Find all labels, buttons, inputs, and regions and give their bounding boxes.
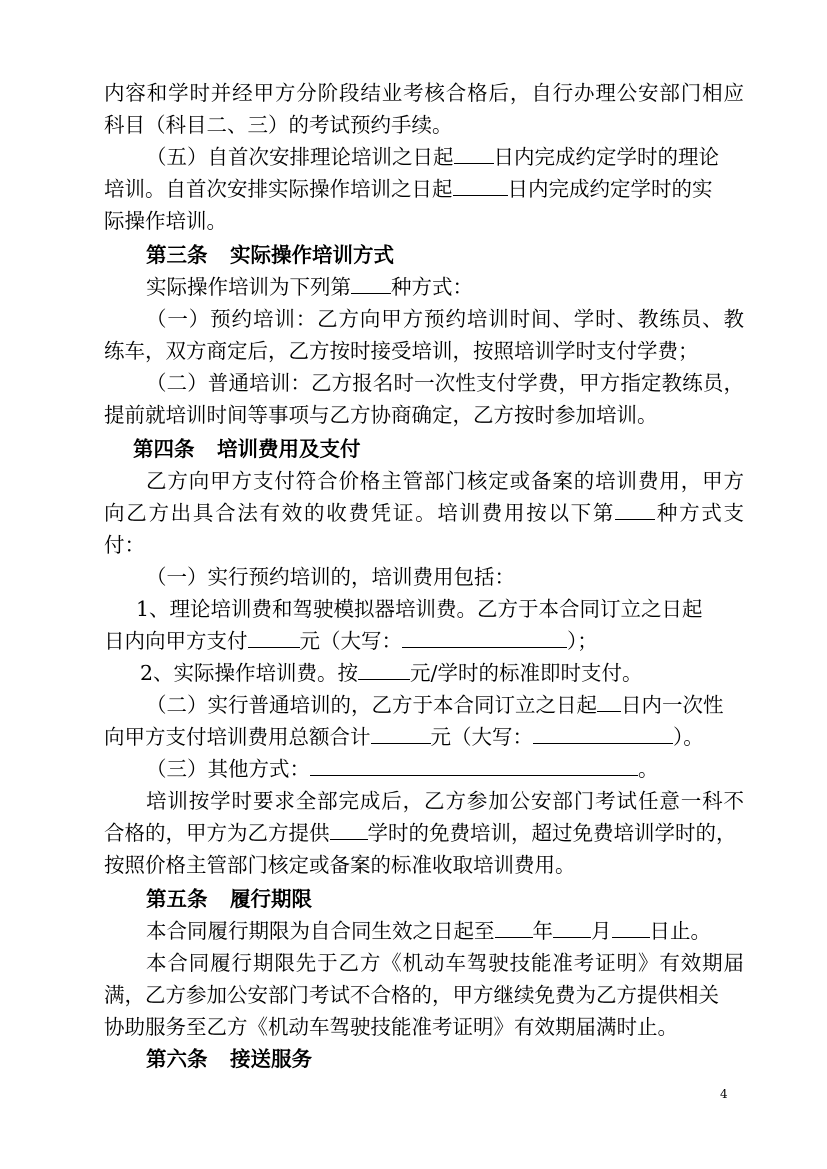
blank-field	[453, 177, 508, 196]
blank-field	[597, 693, 621, 712]
paragraph-line: 满，乙方参加公安部门考试不合格的，甲方继续免费为乙方提供相关	[104, 983, 719, 1007]
blank-field	[533, 725, 673, 744]
blank-field	[248, 629, 300, 648]
paragraph-line: 向乙方出具合法有效的收费凭证。培训费用按以下第 种方式支	[104, 501, 745, 525]
blank-field	[612, 919, 650, 938]
blank-field	[402, 629, 567, 648]
paragraph-line: 乙方向甲方支付符合价格主管部门核定或备案的培训费用，甲方	[146, 469, 744, 493]
blank-field	[371, 725, 431, 744]
paragraph-line: 练车，双方商定后，乙方按时接受培训，按照培训学时支付学费；	[104, 339, 699, 363]
paragraph-line: 本合同履行期限为自合同生效之日起至 年 月 日止。	[146, 919, 711, 943]
blank-field	[330, 821, 368, 840]
paragraph-line: 培训。自首次安排实际操作培训之日起 日内完成约定学时的实	[104, 177, 713, 201]
paragraph-line: （一）预约培训：乙方向甲方预约培训时间、学时、教练员、教	[146, 307, 744, 331]
paragraph-line: 协助服务至乙方《机动车驾驶技能准考证明》有效期届满时止。	[104, 1015, 678, 1039]
paragraph-line: 实际操作培训为下列第 种方式：	[146, 275, 473, 299]
paragraph-line: 合格的，甲方为乙方提供 学时的免费培训，超过免费培训学时的，	[104, 821, 737, 845]
blank-field	[310, 757, 638, 776]
blank-field	[454, 145, 494, 164]
blank-field	[615, 501, 655, 520]
section-heading-4: 第四条 培训费用及支付	[133, 437, 361, 461]
paragraph-line: （三）其他方式： 。	[146, 757, 659, 781]
blank-field	[351, 275, 391, 294]
paragraph-line: 2、实际操作培训费。按 元/学时的标准即时支付。	[140, 661, 643, 685]
page-number: 4	[720, 1087, 728, 1101]
paragraph-line: 向甲方支付培训费用总额合计 元（大写： ）。	[104, 725, 704, 749]
paragraph-line: 际操作培训。	[104, 209, 227, 233]
section-heading-5: 第五条 履行期限	[146, 887, 313, 911]
paragraph-line: （二）普通培训：乙方报名时一次性支付学费，甲方指定教练员，	[146, 371, 744, 395]
paragraph-line: （一）实行预约培训的，培训费用包括：	[146, 565, 515, 589]
paragraph-line: 内容和学时并经甲方分阶段结业考核合格后，自行办理公安部门相应	[104, 81, 744, 105]
paragraph-line: 付：	[104, 533, 145, 557]
paragraph-line: （二）实行普通培训的，乙方于本合同订立之日起 日内一次性	[146, 693, 724, 717]
paragraph-line: 1、理论培训费和驾驶模拟器培训费。乙方于本合同订立之日起	[136, 597, 703, 621]
paragraph-line: 提前就培训时间等事项与乙方协商确定，乙方按时参加培训。	[104, 403, 658, 427]
paragraph-line: 科目（科目二、三）的考试预约手续。	[104, 113, 453, 137]
blank-field	[495, 919, 533, 938]
paragraph-line: 培训按学时要求全部完成后，乙方参加公安部门考试任意一科不	[146, 789, 744, 813]
blank-field	[358, 661, 410, 680]
paragraph-line: 按照价格主管部门核定或备案的标准收取培训费用。	[104, 853, 576, 877]
section-heading-3: 第三条 实际操作培训方式	[146, 243, 395, 267]
paragraph-line: （五）自首次安排理论培训之日起 日内完成约定学时的理论	[146, 145, 719, 169]
blank-field	[553, 919, 591, 938]
paragraph-line: 本合同履行期限先于乙方《机动车驾驶技能准考证明》有效期届	[146, 951, 744, 975]
paragraph-line: 日内向甲方支付 元（大写： ）；	[104, 629, 598, 653]
section-heading-6: 第六条 接送服务	[146, 1047, 313, 1071]
